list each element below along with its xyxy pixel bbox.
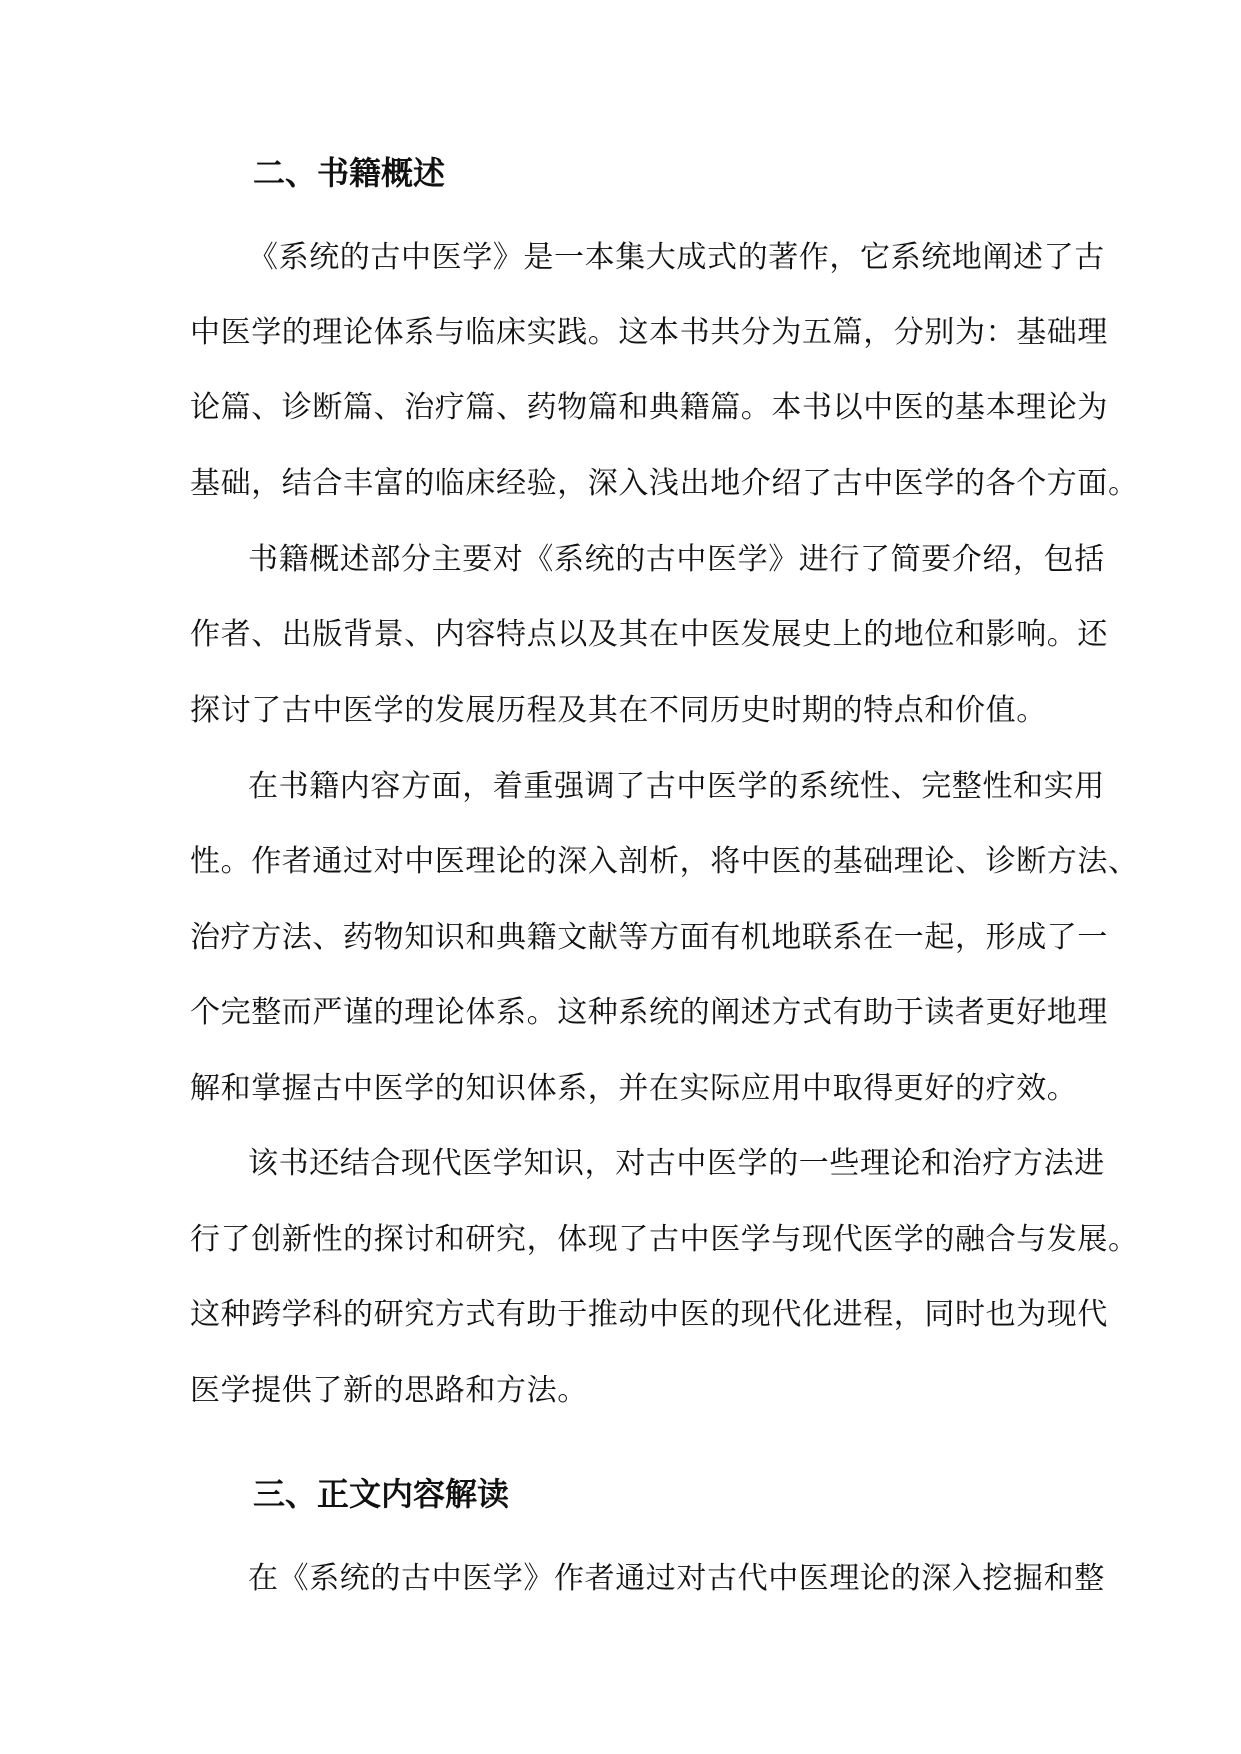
text-line: 治疗方法、药物知识和典籍文献等方面有机地联系在一起，形成了一	[190, 920, 1108, 955]
text-line: 作者、出版背景、内容特点以及其在中医发展史上的地位和影响。还	[190, 617, 1108, 652]
text-line: 行了创新性的探讨和研究，体现了古中医学与现代医学的融合与发展。	[190, 1222, 1139, 1257]
text-line: 《系统的古中医学》是一本集大成式的著作，它系统地阐述了古	[248, 240, 1105, 275]
text-line: 在书籍内容方面，着重强调了古中医学的系统性、完整性和实用	[248, 769, 1105, 804]
text-line: 个完整而严谨的理论体系。这种系统的阐述方式有助于读者更好地理	[190, 995, 1108, 1030]
text-line: 该书还结合现代医学知识，对古中医学的一些理论和治疗方法进	[248, 1146, 1105, 1181]
text-line: 解和掌握古中医学的知识体系，并在实际应用中取得更好的疗效。	[190, 1071, 1078, 1106]
text-line: 探讨了古中医学的发展历程及其在不同历史时期的特点和价值。	[190, 693, 1047, 728]
text-line: 基础，结合丰富的临床经验，深入浅出地介绍了古中医学的各个方面。	[190, 466, 1139, 501]
section-heading-content: 三、正文内容解读	[253, 1475, 510, 1513]
text-line: 医学提供了新的思路和方法。	[190, 1373, 588, 1408]
text-line: 这种跨学科的研究方式有助于推动中医的现代化进程，同时也为现代	[190, 1297, 1108, 1332]
text-line: 书籍概述部分主要对《系统的古中医学》进行了简要介绍，包括	[248, 542, 1105, 577]
section-heading-overview: 二、书籍概述	[253, 154, 446, 192]
text-line: 中医学的理论体系与临床实践。这本书共分为五篇，分别为：基础理	[190, 315, 1108, 350]
text-line: 在《系统的古中医学》作者通过对古代中医理论的深入挖掘和整	[248, 1561, 1105, 1596]
text-line: 论篇、诊断篇、治疗篇、药物篇和典籍篇。本书以中医的基本理论为	[190, 390, 1108, 425]
text-line: 性。作者通过对中医理论的深入剖析，将中医的基础理论、诊断方法、	[190, 844, 1139, 879]
